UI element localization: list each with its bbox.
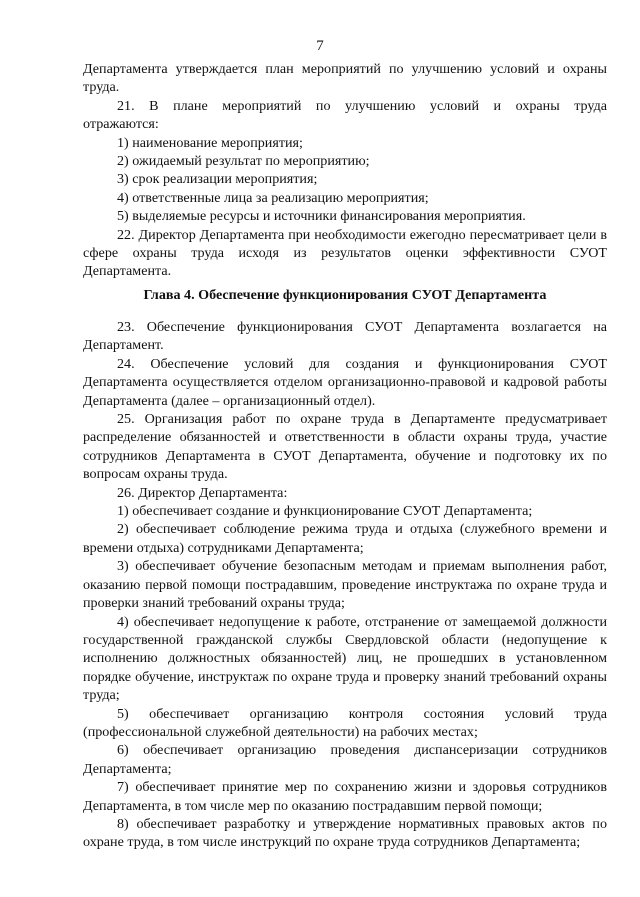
paragraph: 24. Обеспечение условий для создания и функционирования СУОТ Департамента осуществляется отделом организационно-правовой и кадровой работы Департамента (далее – организационный отдел). — [83, 355, 607, 409]
paragraph: 4) ответственные лица за реализацию мероприятия; — [117, 189, 429, 206]
paragraph: 25. Организация работ по охране труда в Департаменте предусматривает распределение обязанностей и ответственности в области охраны труда, участие сотрудников Департамента в СУОТ Департамента, обучение и подготовку их по вопросам охраны труда. — [83, 411, 607, 483]
paragraph: 2) ожидаемый результат по мероприятию; — [117, 153, 370, 170]
page-number: 7 — [316, 38, 324, 54]
chapter-heading: Глава 4. Обеспечение функционирования СУОТ Департамента — [143, 287, 547, 303]
paragraph: 2) обеспечивает соблюдение режима труда и отдыха (служебного времени и времени отдыха) сотрудниками Департамента; — [83, 521, 607, 556]
section-paragraphs-23-26 — [83, 318, 607, 852]
paragraph: 4) обеспечивает недопущение к работе, отстранение от замещаемой должности государственной гражданской службы Свердловской области (недопущение к исполнению должностных обязанностей) лиц, не прошедших в установленном порядке обучение, инструктаж по охране труда и проверку знаний требований охраны труда; — [83, 613, 607, 704]
paragraph: 5) выделяемые ресурсы и источники финансирования мероприятия. — [117, 208, 526, 225]
paragraph: 22. Директор Департамента при необходимости ежегодно пересматривает цели в сфере охраны труда исходя из результатов оценки эффективности СУОТ Департамента. — [83, 226, 607, 280]
paragraph: 7) обеспечивает принятие мер по сохранению жизни и здоровья сотрудников Департамента, в том числе мер по оказанию пострадавшим первой помощи; — [83, 779, 607, 814]
paragraph: 1) обеспечивает создание и функционирование СУОТ Департамента; — [117, 503, 533, 520]
paragraph: 26. Директор Департамента: — [117, 484, 288, 501]
paragraph: 3) срок реализации мероприятия; — [117, 171, 318, 188]
paragraph: Департамента утверждается план мероприятий по улучшению условий и охраны труда. — [83, 61, 607, 96]
paragraph: 8) обеспечивает разработку и утверждение нормативных правовых актов по охране труда, в том числе инструкций по охране труда сотрудников Департамента; — [83, 815, 607, 851]
paragraph: отражаются: — [83, 116, 159, 133]
paragraph: 1) наименование мероприятия; — [117, 134, 303, 151]
section-paragraphs-21-22 — [83, 60, 607, 281]
paragraph: 3) обеспечивает обучение безопасным методам и приемам выполнения работ, оказанию первой помощи пострадавшим, проведение инструктажа по охране труда и проверки знаний требований охраны труда; — [83, 558, 607, 612]
paragraph: 5) обеспечивает организацию контроля состояния условий труда (профессиональной служебной деятельности) на рабочих местах; — [83, 705, 607, 740]
paragraph: 21. В плане мероприятий по улучшению условий и охраны труда — [117, 97, 607, 114]
paragraph: 6) обеспечивает организацию проведения диспансеризации сотрудников Департамента; — [83, 742, 607, 777]
paragraph: 23. Обеспечение функционирования СУОТ Департамента возлагается на Департамент. — [83, 319, 607, 354]
